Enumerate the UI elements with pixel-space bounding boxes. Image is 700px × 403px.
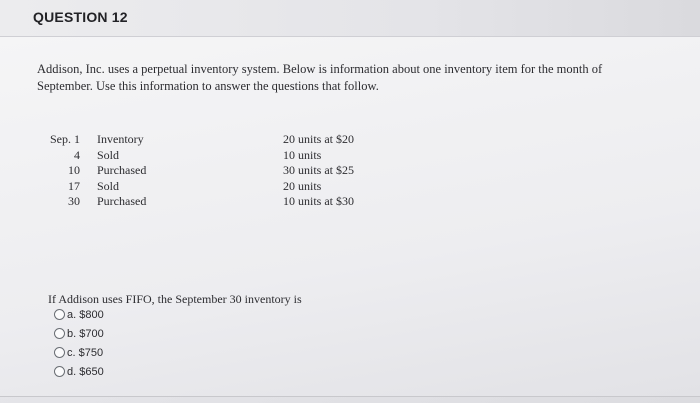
question-prompt: If Addison uses FIFO, the September 30 inventory is [48,292,302,306]
inventory-dates-column [36,132,80,210]
inventory-date: 4 [74,147,80,162]
question-header [0,0,700,37]
inventory-date: 10 [68,163,80,177]
intro-line-1: Addison, Inc. uses a perpetual inventory system. Below is information about one inventory item for the month of [37,62,603,76]
answer-option-d[interactable] [54,362,104,381]
answer-options [54,305,104,381]
answer-option-label[interactable]: b. $700 [67,327,104,340]
inventory-detail: 30 units at $25 [283,163,354,177]
inventory-type-column [97,132,217,210]
question-intro [37,61,662,95]
inventory-type: Inventory [97,132,144,146]
radio-button-icon[interactable] [54,328,65,339]
answer-option-b[interactable] [54,324,104,343]
inventory-type: Purchased [97,194,147,208]
bottom-divider [0,396,700,397]
inventory-type: Purchased [97,163,147,177]
inventory-date: 17 [68,178,80,193]
inventory-date: 30 [68,194,80,208]
radio-button-icon[interactable] [54,347,65,358]
inventory-detail-column [283,132,413,210]
answer-option-label[interactable]: d. $650 [67,365,104,378]
radio-button-icon[interactable] [54,366,65,377]
answer-option-a[interactable] [54,305,104,324]
intro-line-2: September. Use this information to answer the questions that follow. [37,79,379,93]
radio-button-icon[interactable] [54,309,65,320]
answer-option-c[interactable] [54,343,104,362]
inventory-detail: 20 units at $20 [283,132,354,146]
inventory-detail: 10 units at $30 [283,194,354,208]
inventory-date: Sep. 1 [50,132,80,146]
answer-option-label[interactable]: a. $800 [67,308,104,321]
inventory-type: Sold [97,178,120,193]
inventory-type: Sold [97,147,120,162]
answer-option-label[interactable]: c. $750 [67,346,104,359]
question-title: QUESTION 12 [33,9,128,25]
inventory-detail: 10 units [283,147,322,162]
inventory-detail: 20 units [283,178,322,193]
